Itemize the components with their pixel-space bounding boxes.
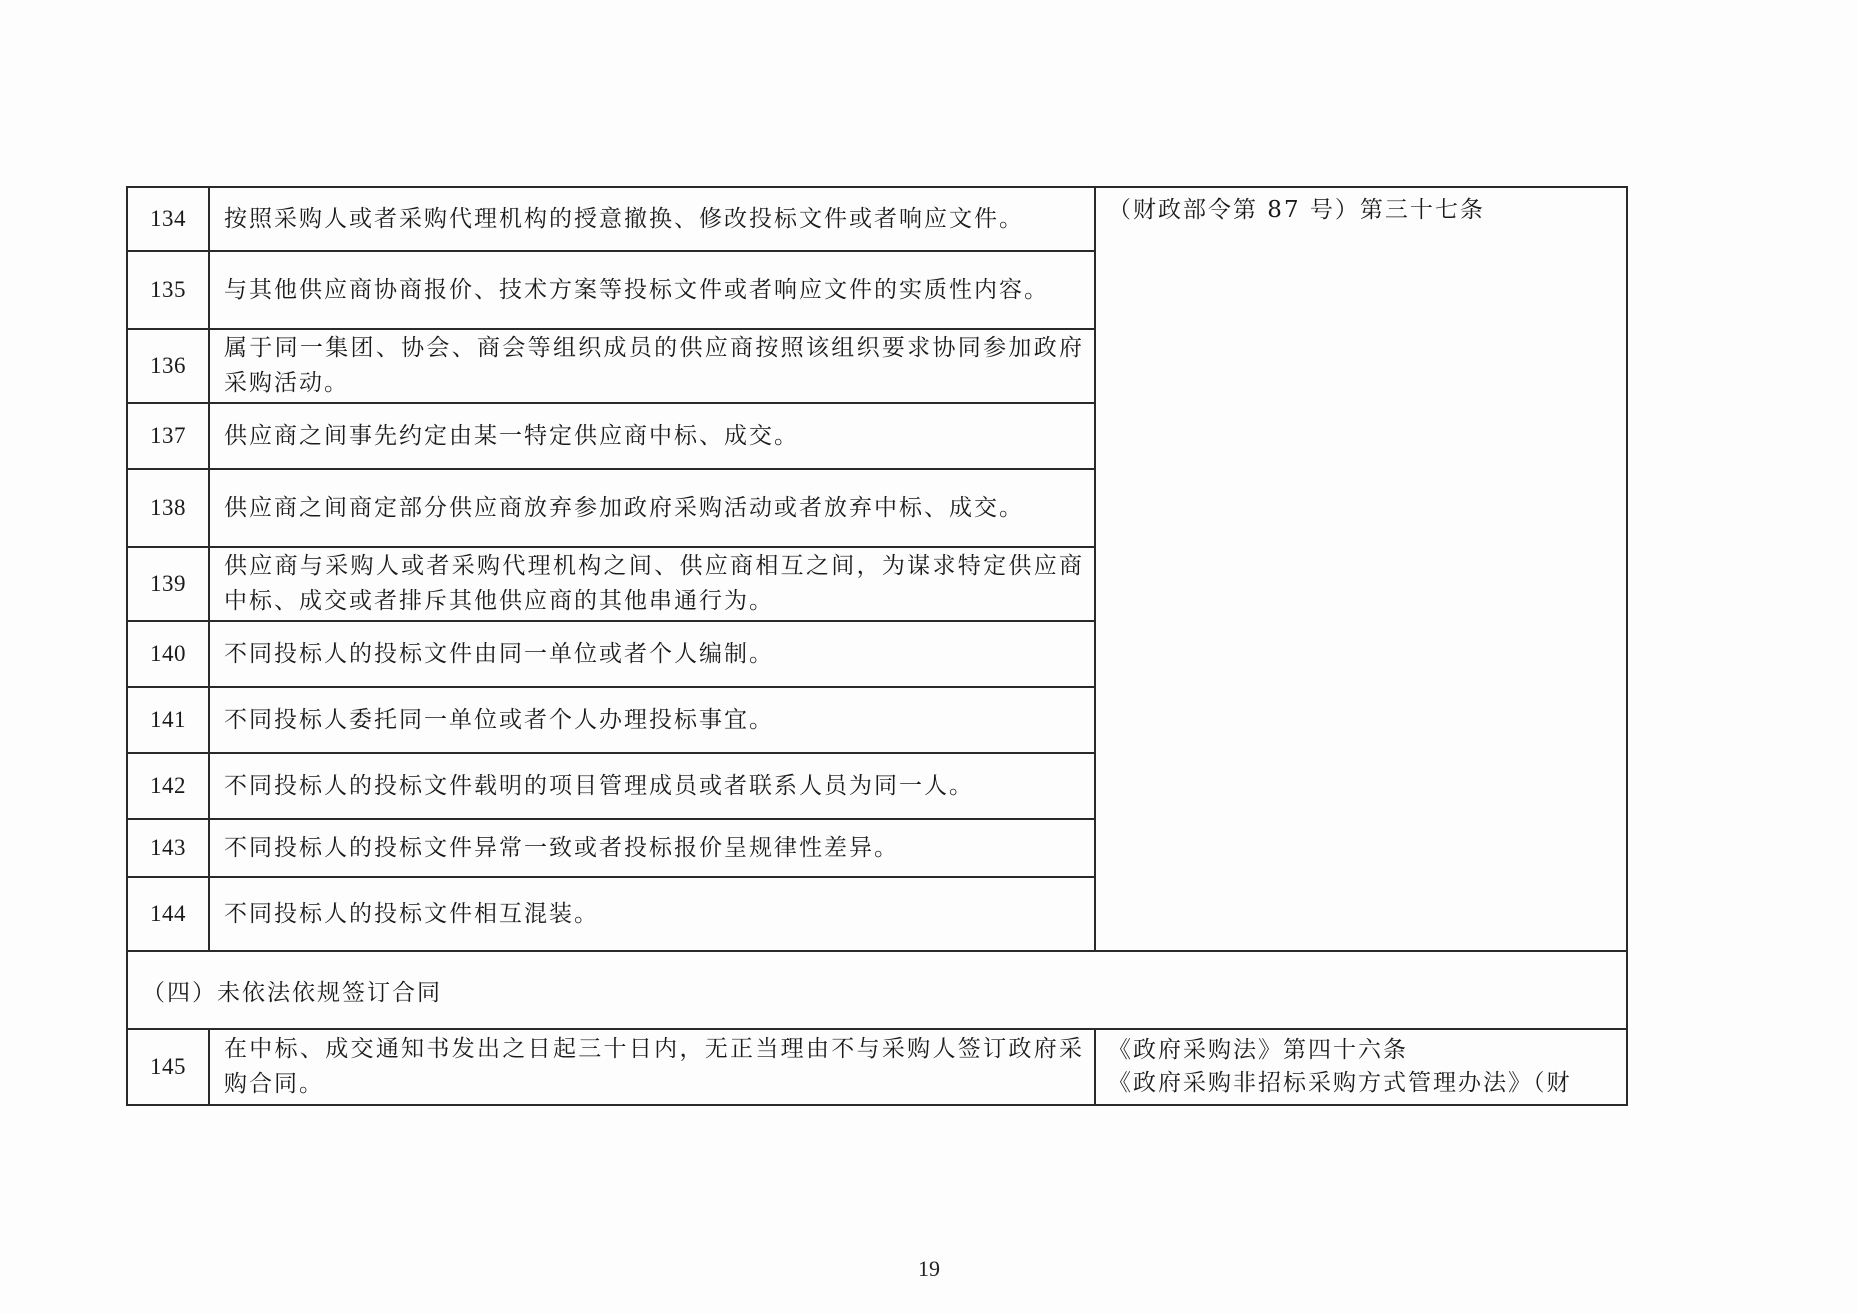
- item-description: 供应商与采购人或者采购代理机构之间、供应商相互之间，为谋求特定供应商中标、成交或者排斥其他供应商的其他串通行为。: [209, 547, 1095, 621]
- legal-basis-line: 《政府采购法》第四十六条: [1108, 1037, 1408, 1063]
- item-description: 按照采购人或者采购代理机构的授意撤换、修改投标文件或者响应文件。: [209, 187, 1095, 251]
- legal-basis-line: 《政府采购非招标采购方式管理办法》（财: [1108, 1070, 1572, 1096]
- item-number: 135: [127, 251, 209, 329]
- item-number: 140: [127, 621, 209, 687]
- item-number: 142: [127, 753, 209, 819]
- legal-basis-cell: [1095, 187, 1627, 951]
- legal-basis-cell: [1095, 1029, 1627, 1105]
- item-number: 136: [127, 329, 209, 403]
- item-description: 属于同一集团、协会、商会等组织成员的供应商按照该组织要求协同参加政府采购活动。: [209, 329, 1095, 403]
- item-description: 不同投标人的投标文件相互混装。: [209, 877, 1095, 951]
- item-number: 137: [127, 403, 209, 469]
- section-heading-row: [127, 951, 1627, 1029]
- item-number: 134: [127, 187, 209, 251]
- item-description: 供应商之间事先约定由某一特定供应商中标、成交。: [209, 403, 1095, 469]
- item-description: 不同投标人的投标文件由同一单位或者个人编制。: [209, 621, 1095, 687]
- table-row: [127, 1029, 1627, 1105]
- legal-basis-text: （财政部令第 87 号）第三十七条: [1108, 197, 1485, 223]
- page-number: 19: [918, 1256, 940, 1281]
- item-description: 不同投标人委托同一单位或者个人办理投标事宜。: [209, 687, 1095, 753]
- item-number: 139: [127, 547, 209, 621]
- item-number: 143: [127, 819, 209, 877]
- regulation-table: [126, 186, 1628, 1106]
- item-description: 不同投标人的投标文件载明的项目管理成员或者联系人员为同一人。: [209, 753, 1095, 819]
- table-row: [127, 187, 1627, 251]
- section-heading: （四）未依法依规签订合同: [127, 951, 1627, 1029]
- item-number: 141: [127, 687, 209, 753]
- item-description: 在中标、成交通知书发出之日起三十日内，无正当理由不与采购人签订政府采购合同。: [209, 1029, 1095, 1105]
- item-description: 供应商之间商定部分供应商放弃参加政府采购活动或者放弃中标、成交。: [209, 469, 1095, 547]
- item-description: 不同投标人的投标文件异常一致或者投标报价呈规律性差异。: [209, 819, 1095, 877]
- item-description: 与其他供应商协商报价、技术方案等投标文件或者响应文件的实质性内容。: [209, 251, 1095, 329]
- item-number: 145: [127, 1029, 209, 1105]
- item-number: 144: [127, 877, 209, 951]
- item-number: 138: [127, 469, 209, 547]
